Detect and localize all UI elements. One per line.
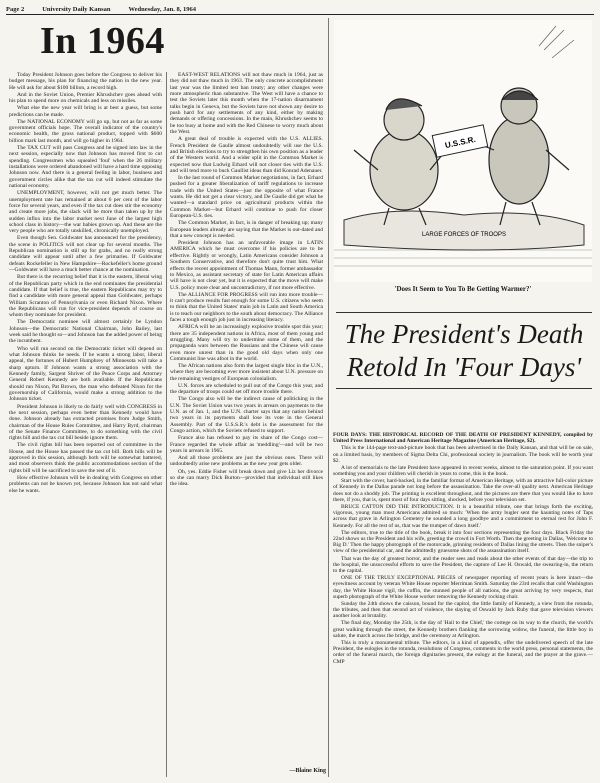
editorial-cartoon <box>334 20 592 282</box>
paragraph: AFRICA will be an increasingly explosive trouble spot this year; there are 35 independent nations in Africa, most of them young and struggling. Many will try to undermine some of them, and the propaganda wars between the Russians and the Chinese will cause even more unrest than in the good old days when only one Communist line was afoot in the world. <box>170 324 323 362</box>
paragraph: In the last round of Common Market negotiations, in fact, Erhard pushed for a greater liberalization of tariff regulations to increase trade with the United States—just the opposite of what France wants. He did not get a clear victory, and De Gaulle did get what he wanted—a standard price on agricultural products within the Common Market—but Erhard will continue to push for closer European-U.S. ties. <box>170 175 323 220</box>
paragraph: This is the 144-page text-and-picture book that has been advertised in the Daily Kansan, and that will be on sale, on a limited basis, by members of Sigma Delta Chi, professional society in journalism. The book will be worth your $2. <box>333 445 593 464</box>
paragraph: The editors, true to the title of the book, break it into four sections representing the four days. Black Friday the 22nd shows us the President and his wife, greeting the crowd in Fort Worth. Then the greeting in Dallas, 'Welcome to Big D.' Then the happy photograph of the motorcade, grinning residents of Dallas lining the streets. Then the sniper's view of the presidential car, and the admittedly gruesome shots of the assassination itself. <box>333 529 593 555</box>
paragraph: President Johnson has an unfavorable image in LATIN AMERICA which he must overcome if his policies are to be effective. Rightly or wrongly, Latin Americans consider Johnson a Southern Conservative, and therefore don't quite trust him. What effects the recent appointment of Thomas Mann, former ambassador to Mexico, as assistant secretary of state for Latin American affairs will have is not clear yet, but it is expected that the move will make U.S. policy more clear and uncontradictory, if not more effective. <box>170 240 323 291</box>
paragraph: Who will run second on the Democratic ticket will depend on what Johnson thinks he needs. If he wants a strong labor, liberal appeal, the fortunes of Hubert Humphrey of Minnesota will take a sharp upturn. If Johnson wants a strong association with the Kennedy family, Sargent Shriver of the Peace Corps and Attorney General Robert Kennedy are both available. If the Republicans should run Nixon, Pat Brown, the man who defeated Nixon for the governorship of California, would make a strong addition to the Johnson ticket. <box>9 345 162 403</box>
page-number: Page 2 <box>6 5 25 13</box>
review-title-line-1: The President's Death <box>344 319 584 349</box>
column-2 <box>170 72 323 777</box>
column-3-review <box>333 432 593 777</box>
paragraph: The Democratic nominee will almost certainly be Lyndon Johnson—the Democratic National Chairman, John Bailey, last week said he thought so—and Johnson has the added power of being the incumbent. <box>9 319 162 345</box>
paragraph: France also has refused to pay its share of the Congo cost—France regarded the whole affair as 'meddling'—and will be two years in arrears in 1965. <box>170 435 323 454</box>
paragraph: The civil rights bill has been reported out of committee in the House, and the House has passed the tax cut bill. Both bills will be approved in this session, although both will be somewhat battered, and most observers think the public accommodations section of the rights bill will be sacrificed to save the rest of it. <box>9 442 162 474</box>
cartoon-drawing <box>334 20 592 282</box>
paragraph: Start with the cover, hard-backed, in the familiar format of American Heritage, with an attractive full-color picture of Kennedy in the Dallas parade not long before the assassination. Take the over-all quality next. American Heritage does not do a shoddy job. The printing is excellent throughout, and the pictures are there that you would like to have there, if you, that is, spent most of four days sitting, shocked, before your television set. <box>333 478 593 503</box>
column-divider <box>166 72 167 777</box>
paragraph: And in the Soviet Union, Premier Khrushchev goes ahead with his plan to spend more on chemicals and less on missiles. <box>9 91 162 105</box>
paragraph: This is truly a monumental tribute. The editors, in a kind of appendix, offer the undelivered speech of the late President, the eulogies in the rotunda, resolutions of Congress, comments in the world press, personal statements, the order of the funeral march, the foreign dignitaries present, the eulogy at the funeral, and the prayer at the grave.—CMP <box>333 639 593 665</box>
paragraph: The Common Market, in fact, is in danger of breaking up; many European leaders already are saying that the Market is out-dated and that a new concept is needed. <box>170 220 323 239</box>
paragraph: The African nations also form the largest single bloc in the U.N., where they are becoming ever more insistent about U.N. pressure on the remaining vestiges of European colonialism. <box>170 363 323 382</box>
cartoon-sign-text: U.S.S.R. <box>444 134 477 151</box>
paragraph: How effective Johnson will be in dealing with Congress on other problems can not be known yet, because Johnson has not said what else he wants. <box>9 474 162 494</box>
paragraph: That was the day of greatest horror, and the reader sees and reads about the other events of that day—the trip to the hospital, the unsuccessful efforts to save the President, the capture of Lee H. Oswald, the swearing-in, the return to the capital. <box>333 555 593 575</box>
paper-name: University Daily Kansan <box>42 5 111 13</box>
masthead <box>6 4 594 15</box>
main-headline: In 1964 <box>40 20 165 62</box>
paragraph: A great deal of trouble is expected with the U.S. ALLIES. French President de Gaulle almost undoubtedly will use the U.S. and British elections to try to strengthen his own position as a leader of the Western world. And a wider split in the Common Market is expected now that Ludwig Erhard will not closer ties with the U.S. and will tend more to buck Gaullist ideas than did Konrad Adenauer. <box>170 136 323 174</box>
paragraph: Today President Johnson goes before the Congress to deliver his budget message, his plan for financing the nation in the new year. He will ask for about $100 billion, a record high. <box>9 72 162 91</box>
paragraph: What else the new year will bring is at best a guess, but some predictions can be made. <box>9 105 162 118</box>
paragraph: FOUR DAYS: THE HISTORICAL RECORD OF THE DEATH OF PRESIDENT KENNEDY, compiled by United Press International and American Heritage Magazine (American Heritage, $2). <box>333 432 593 445</box>
review-title-line-2: Retold In 'Four Days' <box>346 352 582 382</box>
paragraph: And all those problems are just the obvious ones. There will undoubtedly arise new problems as the new year gets older. <box>170 455 323 468</box>
column-divider <box>328 18 329 777</box>
paragraph: The final day, Monday the 25th, is the day of 'Hail to the Chief,' the cortege on its way to the church, the world's great walking through the street, the Kennedy brothers flanking the sorrowing widow, the funeral, the little boy in salute, the march across the bridge, and the ceremony at Arlington. <box>333 620 593 639</box>
column-1 <box>9 72 162 777</box>
paragraph: UNEMPLOYMENT, however, will not get much better. The unemployment rate has remained at about 6 per cent of the labor force for several years, and even if the tax cut does stir the economy and create more jobs, the slack will be more than taken up by the sudden influx into the labor market next June of the largest high school class in history—the war babies grown up. And these are the very people who are totally unskilled, chronically unemployed. <box>9 190 162 235</box>
paragraph: President Johnson is likely to do fairly well with CONGRESS in the next session, perhaps even better than Kennedy would have done. Johnson already has extracted promises from Judge Smith, chairman of the House Rules Committee, and Harry Byrd, chairman of the Senate Finance Committee, to do something with the civil rights bill and the tax cut bill beside ignore them. <box>9 403 162 442</box>
headline-rule-bottom <box>336 388 592 389</box>
paragraph: The Congo also will be the indirect cause of politicking in the U.N. The Soviet Union was two years in arrears on payments to the U.N. as of Jan. 1, and the U.N. charter says that any nation behind two years in its payments shall lose its vote in the General Assembly. Part of the U.S.S.R.'s debt is the assessment for the Congo action, which the Soviets refused to support. <box>170 396 323 435</box>
cartoon-label: LARGE FORCES OF TROOPS <box>422 232 506 238</box>
review-headline <box>336 318 592 384</box>
paragraph: ONE OF THE TRULY EXCEPTIONAL PIECES of newspaper reporting of recent years is here intact—the eyewitness account by veteran White House reporter Merriman Smith. Saturday the 23rd recalls that cold Washington day, the White House vigil, the coffin, the stunned people of all nations, the great arriving by very respects, that superb photograph of the White House worker removing the Kennedy rocking chair. <box>333 575 593 600</box>
paragraph: BRUCE CATTON DID THE INTRODUCTION. It is a beautiful tribute, one that brings forth the exciting, vigorous, young man most Americans admired so much: 'When the army bugler sent the haunting notes of Taps across that grave in Arlington Cemetery he sounded a long goodbye and a commitment to eternal rest for John F. Kennedy. For all the rest of us, that was the trumpet of dawn itself.' <box>333 503 593 529</box>
paragraph: EAST-WEST RELATIONS will not thaw much in 1964, just as they did not thaw much in 1963. The only concrete accomplishment last year was the limited test ban treaty; any other changes were more atmospheric than substantive. The West will have a chance to test the Soviets later this month when the 17-nation disarmament talks begin in Geneva, but the Soviets have not shown any desire to push hard for any settlements of any kind, either by making demands or offering concessions. In the main, Khrushchev seems to be too busy at home and with the Red Chinese to worry much about the West. <box>170 72 323 136</box>
cartoon-caption: 'Does It Seem to You To Be Getting Warmer?' <box>394 285 532 293</box>
paragraph: But there is the recurring belief that it is the eastern, liberal wing of the Republican party which in the end nominates the presidential candidate. If that belief is true, the eastern Republicans may try to find a candidate with more general appeal than Goldwater, perhaps William Scranton of Pennsylvania or even Richard Nixon. Where the Republicans will run for vice-president depends of course on whom they nominate for president. <box>9 274 162 319</box>
issue-date: Wednesday, Jan. 8, 1964 <box>128 5 197 13</box>
paragraph: The NATIONAL ECONOMY will go up, but not as far as some government officials hope. The overall indicator of the country's economic health, the gross national product, topped with $600 billion mark last month, and will go higher in 1964. <box>9 118 162 144</box>
paragraph: The ALLIANCE FOR PROGRESS will run into more trouble—it can't produce results fast enough for some U.S. citizens who seem to think that the United States' main job in Latin and South America is to teach our neighbors to the south about democracy. The Alliance faces a tough enough job just in increasing literacy. <box>170 291 323 324</box>
paragraph: Sunday the 24th shows the caisson, bound for the capitol, the little family of Kennedy, a view from the rotunda, the tributes, and then that second act of violence, the slaying of Oswald by Jack Ruby that gave television viewers another look at brutality. <box>333 600 593 620</box>
paragraph: U.N. forces are scheduled to pull out of the Congo this year, and the departure of troops could set off more trouble there. <box>170 382 323 396</box>
paragraph: Even though Sen. Goldwater has announced for the presidency, the scene in POLITICS will not clear up for several months. The Republican nomination is still up for grabs, and no really strong candidate will appear until after a few primaries. If Goldwater defeats Rockefeller in New Hampshire—Rockefeller's home ground—Goldwater will have a much better chance at the nomination. <box>9 235 162 274</box>
paragraph: A lot of memorials to the late President have appeared in recent weeks, almost to the saturation point. If you want something you and your children will cherish in years to come, this is the book. <box>333 464 593 478</box>
headline-rule-top <box>336 312 592 313</box>
paragraph: Oh, yes. Eddie Fisher will break down and give Liz her divorce so she can marry Dick Burton—provided that individual still likes the idea. <box>170 468 323 488</box>
paragraph: The TAX CUT will pass Congress and be signed into law in the next session, especially now that Johnson has moved first to cut spending. Congressmen who squealed 'foul' when the 26 military installations were ordered abandoned will have a hard time opposing Johnson now. And there is a general feeling in labor, business and government circles alike that the tax cut will indeed stimulate the national economy. <box>9 144 162 190</box>
byline-signoff: —Blaine King <box>289 768 326 774</box>
